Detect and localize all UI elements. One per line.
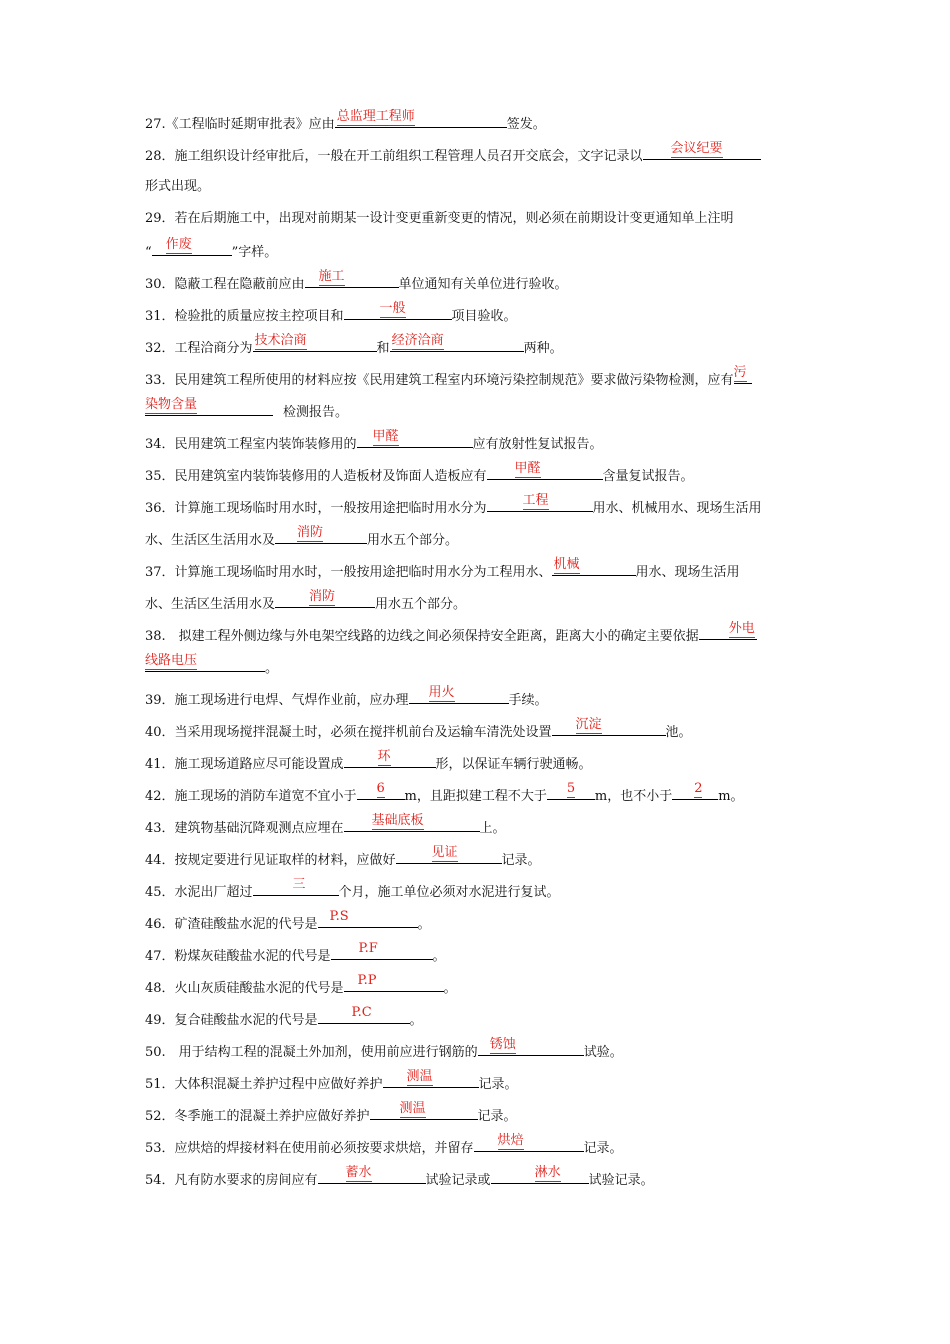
- answer-text: P.S: [329, 909, 349, 924]
- question-36-cont: 水、生活区生活用水及 消防 用水五个部分。: [145, 525, 459, 548]
- answer-blank: [474, 1135, 584, 1152]
- answer-text: 测温: [406, 1069, 433, 1084]
- answer-blank: [275, 591, 375, 608]
- question-28: 28．施工组织设计经审批后，一般在开工前组织工程管理人员召开交底会，文字记录以 会议纪要: [145, 143, 810, 167]
- answer-text: 染物含量: [145, 397, 198, 412]
- answer-blank: [318, 911, 418, 928]
- answer-text: P.P: [357, 973, 377, 988]
- question-49: 49．复合硅酸盐水泥的代号是 P.C 。: [145, 1005, 423, 1028]
- answer-blank: [357, 431, 473, 448]
- question-53: 53．应烘焙的焊接材料在使用前必须按要求烘焙，并留存 烘焙 记录。: [145, 1133, 623, 1156]
- answer-blank: [344, 751, 436, 768]
- answer-blank: [491, 1167, 589, 1184]
- answer-blank: [335, 111, 507, 128]
- question-33: 33．民用建筑工程所使用的材料应按《民用建筑工程室内环境污染控制规范》要求做污染物检测，应有 污: [145, 367, 810, 391]
- answer-text: 总监理工程师: [336, 109, 415, 124]
- question-35: 35．民用建筑室内装饰装修用的人造板材及饰面人造板应有 甲醛 含量复试报告。: [145, 461, 694, 484]
- question-50: 50. 用于结构工程的混凝土外加剂，使用前应进行钢筋的 锈蚀 试验。: [145, 1037, 623, 1060]
- question-39: 39．施工现场进行电焊、气焊作业前，应办理 用火 手续。: [145, 685, 548, 708]
- answer-blank: [547, 783, 595, 800]
- question-37-cont: 水、生活区生活用水及 消防 用水五个部分。: [145, 589, 467, 612]
- answer-text: 甲醛: [372, 429, 399, 444]
- question-41: 41．施工现场道路应尽可能设置成 环 形，以保证车辆行驶通畅。: [145, 749, 592, 772]
- question-44: 44．按规定要进行见证取样的材料，应做好 见证 记录。: [145, 845, 541, 868]
- question-51: 51．大体积混凝土养护过程中应做好养护 测温 记录。: [145, 1069, 518, 1092]
- answer-text: 测温: [399, 1101, 426, 1116]
- answer-blank: [643, 143, 761, 160]
- answer-blank: [478, 1039, 584, 1056]
- answer-blank: [331, 943, 433, 960]
- answer-text: 环: [377, 749, 391, 764]
- answer-blank: [318, 1167, 426, 1184]
- answer-text: 锈蚀: [489, 1037, 516, 1052]
- question-27: 27.《工程临时延期审批表》应由 总监理工程师 签发。: [145, 109, 546, 132]
- answer-blank: [344, 815, 480, 832]
- answer-text: 甲醛: [514, 461, 541, 476]
- answer-text: 外电: [728, 621, 755, 636]
- answer-text: 线路电压: [145, 653, 198, 668]
- question-33-cont: 染物含量 检测报告。: [145, 397, 349, 420]
- answer-blank: [275, 527, 367, 544]
- answer-blank: [318, 1007, 410, 1024]
- question-40: 40．当采用现场搅拌混凝土时，必须在搅拌机前台及运输车清洗处设置 沉淀 池。: [145, 717, 692, 740]
- answer-blank: [370, 1103, 478, 1120]
- question-29-cont: “ 作废 ”字样。: [145, 237, 278, 260]
- question-31: 31．检验批的质量应按主控项目和 一般 项目验收。: [145, 301, 517, 324]
- question-37: 37．计算施工现场临时用水时，一般按用途把临时用水分为工程用水、 机械 用水、现场生活用: [145, 557, 740, 580]
- answer-blank: [487, 463, 603, 480]
- answer-blank: [390, 335, 524, 352]
- answer-blank: [552, 719, 666, 736]
- answer-blank: [357, 783, 405, 800]
- question-34: 34．民用建筑工程室内装饰装修用的 甲醛 应有放射性复试报告。: [145, 429, 603, 452]
- answer-text: 沉淀: [575, 717, 602, 732]
- question-46: 46．矿渣硅酸盐水泥的代号是 P.S 。: [145, 909, 431, 932]
- answer-text: 污: [733, 365, 747, 380]
- answer-text: 作废: [165, 237, 192, 252]
- question-47: 47．粉煤灰硅酸盐水泥的代号是 P.F 。: [145, 941, 446, 964]
- answer-text: 消防: [309, 589, 336, 604]
- answer-text: 施工: [318, 269, 345, 284]
- question-43: 43．建筑物基础沉降观测点应埋在 基础底板 上。: [145, 813, 506, 836]
- question-42: 42．施工现场的消防车道宽不宜小于 6 m，且距拟建工程不大于 5 m，也不小于 2 m。: [145, 781, 744, 804]
- question-48: 48．火山灰质硅酸盐水泥的代号是 P.P 。: [145, 973, 457, 996]
- answer-blank: [409, 687, 509, 704]
- question-38: 38. 拟建工程外侧边缘与外电架空线路的边线之间必须保持安全距离，距离大小的确定主要依据 外电: [145, 621, 755, 644]
- answer-text: 见证: [431, 845, 458, 860]
- question-32: 32．工程洽商分为 技术洽商 和 经济洽商 两种。: [145, 333, 563, 356]
- question-52: 52．冬季施工的混凝土养护应做好养护 测温 记录。: [145, 1101, 517, 1124]
- answer-text: 技术洽商: [254, 333, 307, 348]
- answer-text: 消防: [297, 525, 324, 540]
- answer-blank: [552, 559, 636, 576]
- answer-blank: [253, 335, 377, 352]
- answer-blank: [344, 975, 444, 992]
- answer-text: 蓄水: [345, 1165, 372, 1180]
- question-45: 45．水泥出厂超过 三 个月，施工单位必须对水泥进行复试。: [145, 877, 560, 900]
- answer-text: 机械: [553, 557, 580, 572]
- question-54: 54．凡有防水要求的房间应有 蓄水 试验记录或 淋水 试验记录。: [145, 1165, 654, 1188]
- answer-blank: [396, 847, 502, 864]
- question-30: 30．隐蔽工程在隐蔽前应由 施工 单位通知有关单位进行验收。: [145, 269, 568, 292]
- question-38-cont: 线路电压 。: [145, 653, 279, 676]
- answer-text: 基础底板: [371, 813, 424, 828]
- answer-text: 经济洽商: [391, 333, 444, 348]
- answer-text: P.F: [358, 941, 378, 956]
- answer-text: 6: [376, 781, 385, 796]
- question-28-cont: 形式出现。: [145, 179, 211, 194]
- question-36: 36．计算施工现场临时用水时，一般按用途把临时用水分为 工程 用水、机械用水、现场生活用: [145, 493, 762, 516]
- answer-blank: [383, 1071, 479, 1088]
- answer-blank: [672, 783, 718, 800]
- answer-text: 会议纪要: [670, 141, 723, 156]
- answer-text: 三: [292, 877, 306, 892]
- answer-blank: [305, 271, 399, 288]
- answer-text: 淋水: [534, 1165, 561, 1180]
- answer-blank: [344, 303, 452, 320]
- answer-text: 2: [694, 781, 703, 796]
- answer-text: 工程: [522, 493, 549, 508]
- answer-blank: [253, 879, 339, 896]
- answer-blank: [699, 623, 757, 640]
- answer-blank: [734, 367, 752, 384]
- answer-text: 烘焙: [497, 1133, 524, 1148]
- answer-blank: [145, 399, 273, 416]
- answer-blank: [152, 239, 232, 256]
- question-29: 29．若在后期施工中，出现对前期某一设计变更重新变更的情况，则必须在前期设计变更通知单上注明: [145, 211, 734, 226]
- answer-blank: [487, 495, 593, 512]
- answer-text: 一般: [379, 301, 406, 316]
- answer-text: 5: [566, 781, 576, 796]
- answer-text: P.C: [351, 1005, 372, 1020]
- answer-text: 用火: [428, 685, 455, 700]
- answer-blank: [145, 655, 265, 672]
